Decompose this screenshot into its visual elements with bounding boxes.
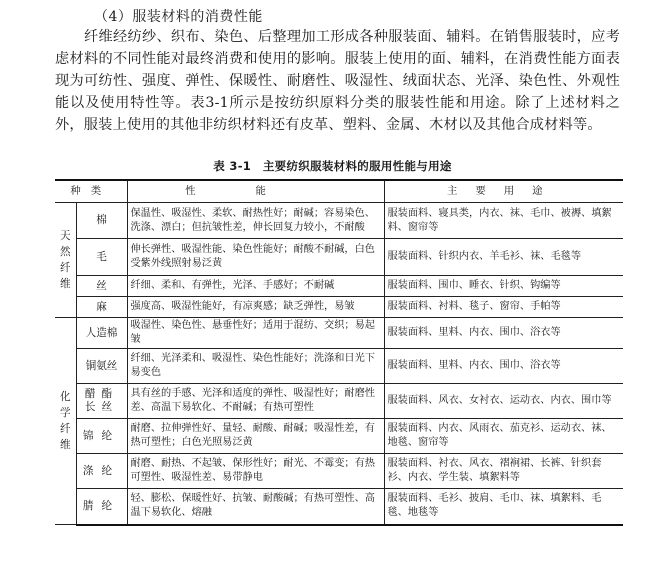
section-title: （4）服装材料的消费性能 xyxy=(94,9,263,25)
material-usage: 服装面料、内衣、风雨衣、茄克衫、运动衣、袜、地毯、窗帘等 xyxy=(384,419,623,454)
material-name: 铜氨丝 xyxy=(76,349,127,384)
table-row xyxy=(55,203,623,239)
table-row xyxy=(55,454,623,489)
material-name: 锦纶 xyxy=(76,419,127,454)
header-performance: 性能 xyxy=(127,180,384,203)
table-row xyxy=(55,419,623,454)
material-name: 棉 xyxy=(76,203,127,239)
material-performance: 强度高、吸湿性能好，有凉爽感；缺乏弹性，易皱 xyxy=(127,297,384,318)
material-performance: 耐磨、拉伸弹性好、量轻、耐酸、耐碱；吸湿性差，有热可塑性；白色光照易泛黄 xyxy=(127,419,384,454)
material-usage: 服装面料、毛衫、披肩、毛巾、袜、填絮料、毛毯、地毯等 xyxy=(384,489,623,525)
header-kind: 种类 xyxy=(55,180,127,203)
table-row xyxy=(55,276,623,297)
material-usage: 服装面料、围巾、睡衣、针织、钩编等 xyxy=(384,276,623,297)
material-performance: 具有丝的手感、光泽和适度的弹性、吸湿性好；耐磨性差、高温下易软化、不耐碱；有热可塑性 xyxy=(127,384,384,419)
material-performance: 耐磨、耐热、不起皱、保形性好；耐光、不霉变；有热可塑性、吸湿性差、易带静电 xyxy=(127,454,384,489)
material-name: 涤纶 xyxy=(76,454,127,489)
body-paragraph: 纤维经纺纱、织布、染色、后整理加工形成各种服装面、辅料。在销售服装时，应考虑材料的不同性能对最终消费和使用的影响。服装上使用的面、辅料，在消费性能方面表现为可纺性、强度、弹性、保暖性、耐磨性、吸湿性、绒面状态、光泽、染色性、外观性能以及使用特性等。表3-1所示是按纺织原料分类的服装性能和用途。除了上述材料之外，服装上使用的其他非纺织材料还有皮革、塑料、金属、木材以及其他合成材料等。 xyxy=(55,29,620,133)
header-usage: 主要用途 xyxy=(384,180,623,203)
material-usage: 服装面料、针织内衣、羊毛衫、袜、毛毯等 xyxy=(384,239,623,276)
materials-table xyxy=(55,179,623,526)
material-name: 腈纶 xyxy=(76,489,127,525)
material-performance: 伸长弹性、吸湿性能、染色性能好；耐酸不耐碱，白色受紫外线照射易泛黄 xyxy=(127,239,384,276)
material-performance: 保温性、吸湿性、柔软、耐热性好；耐碱；容易染色、洗涤、漂白；但抗皱性差，伸长回复力较小，不耐酸 xyxy=(127,203,384,239)
material-name: 醋酯长丝 xyxy=(76,384,127,419)
table-row xyxy=(55,349,623,384)
material-name: 人造棉 xyxy=(76,318,127,349)
material-usage: 服装面料、衬衣、风衣、褶裥裙、长裤、针织套衫、内衣、学生装、填絮料等 xyxy=(384,454,623,489)
material-name: 丝 xyxy=(76,276,127,297)
material-name: 麻 xyxy=(76,297,127,318)
material-usage: 服装面料、寝具类，内衣、袜、毛巾、被褥、填絮料、窗帘等 xyxy=(384,203,623,239)
material-usage: 服装面料、风衣、女衬衣、运动衣、内衣、围巾等 xyxy=(384,384,623,419)
table-row xyxy=(55,489,623,525)
table-row xyxy=(55,384,623,419)
material-performance: 纤细、柔和、有弹性，光泽、手感好；不耐碱 xyxy=(127,276,384,297)
table-header-row xyxy=(55,180,623,203)
table-row xyxy=(55,239,623,276)
material-performance: 纤细、光泽柔和、吸湿性、染色性能好；洗涤和日光下易变色 xyxy=(127,349,384,384)
material-usage: 服装面料、衬料、毯子、窗帘、手帕等 xyxy=(384,297,623,318)
category-chemical-fiber: 化学纤维 xyxy=(55,318,76,525)
material-name: 毛 xyxy=(76,239,127,276)
table-row xyxy=(55,318,623,349)
material-usage: 服装面料、里料、内衣、围巾、浴衣等 xyxy=(384,318,623,349)
table-row xyxy=(55,297,623,318)
material-usage: 服装面料、里料、内衣、围巾、浴衣等 xyxy=(384,349,623,384)
table-caption: 表 3-1 主要纺织服装材料的服用性能与用途 xyxy=(213,159,452,173)
material-performance: 吸湿性、染色性、悬垂性好；适用于混纺、交织；易起皱 xyxy=(127,318,384,349)
material-performance: 轻、膨松、保暖性好、抗皱、耐酸碱；有热可塑性、高温下易软化、熔融 xyxy=(127,489,384,525)
category-natural-fiber: 天然纤维 xyxy=(55,203,76,318)
